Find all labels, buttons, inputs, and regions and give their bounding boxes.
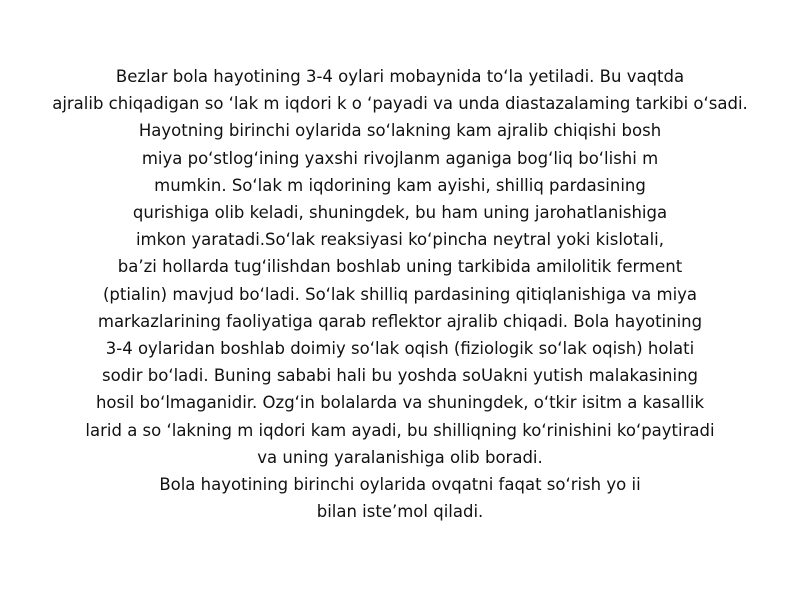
text-line: sodir bo‘ladi. Buning sababi hali bu yoshda soUakni yutish malakasining — [101, 366, 699, 386]
text-line: bilan iste’mol qiladi. — [316, 502, 484, 522]
text-line: larid a so ‘lakning m iqdori kam ayadi, bu shilliqning ko‘rinishini ko‘paytiradi — [85, 420, 715, 440]
text-line: 3-4 oylaridan boshlab doimiy so‘lak oqish (fiziologik so‘lak oqish) holati — [105, 339, 695, 359]
text-line: mumkin. So‘lak m iqdorining kam ayishi, shilliq pardasining — [154, 175, 646, 195]
text-line: hosil bo‘lmaganidir. Ozg‘in bolalarda va shuningdek, o‘tkir isitm a kasallik — [95, 393, 705, 413]
text-line: va uning yaralanishiga olib boradi. — [257, 447, 543, 467]
text-line: Hayotning birinchi oylarida so‘lakning kam ajralib chiqishi bosh — [138, 121, 662, 141]
text-line: qurishiga olib keladi, shuningdek, bu ham uning jarohatlanishiga — [132, 203, 668, 223]
text-line: (ptialin) mavjud bo‘ladi. So‘lak shilliq pardasining qitiqlanishiga va miya — [102, 284, 698, 304]
text-line: imkon yaratadi.So‘lak reaksiyasi ko‘pincha neytral yoki kislotali, — [135, 230, 665, 250]
text-line: Bezlar bola hayotining 3-4 oylari mobaynida to‘la yetiladi. Bu vaqtda — [115, 67, 685, 86]
text-line: miya po‘stlog‘ining yaxshi rivojlanm aganiga bog‘liq bo‘lishi m — [141, 148, 659, 168]
text-line: ba’zi hollarda tug‘ilishdan boshlab uning tarkibida amilolitik ferment — [117, 257, 683, 277]
document-text — [0, 63, 800, 525]
text-line: ajralib chiqadigan so ‘lak m iqdori k o ‘payadi va unda diastazalaming tarkibi o‘sadi. — [52, 94, 748, 114]
text-line: Bola hayotining birinchi oylarida ovqatni faqat so‘rish yo ii — [159, 475, 641, 495]
text-line: markazlarining faoliyatiga qarab reflektor ajralib chiqadi. Bola hayotining — [97, 311, 703, 331]
